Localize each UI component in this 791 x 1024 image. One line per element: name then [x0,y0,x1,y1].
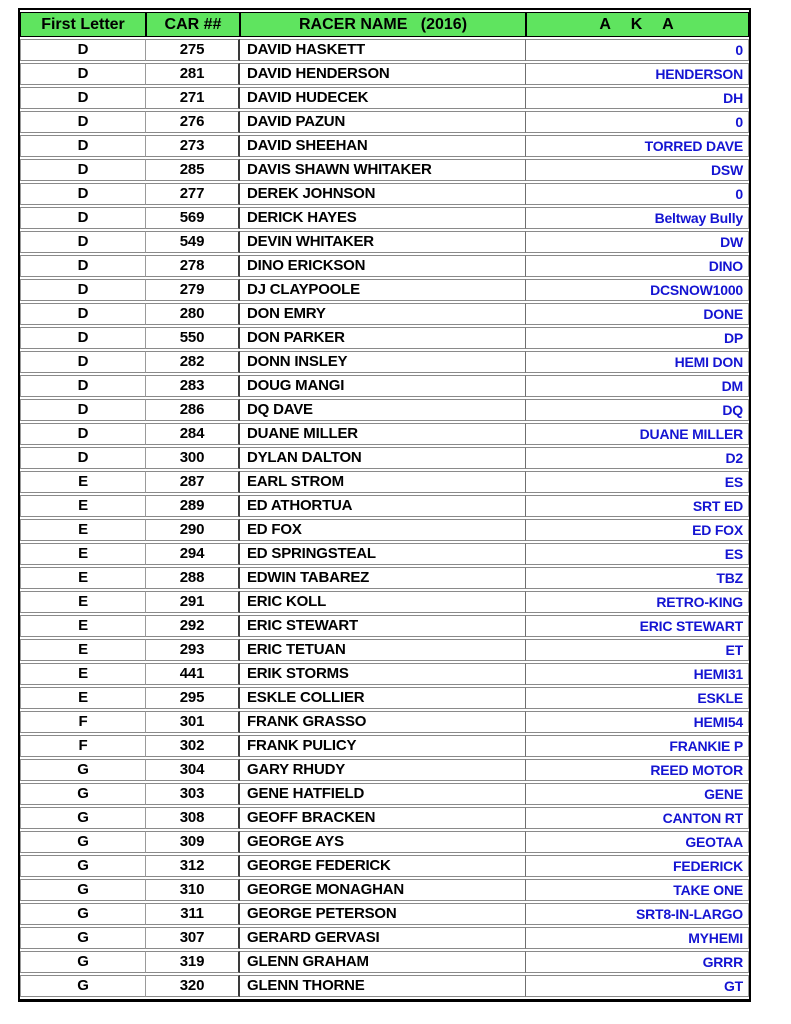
racer-name-cell: ERIK STORMS [240,663,526,685]
table-row [20,543,749,565]
aka-cell: DQ [526,399,749,421]
racer-name-cell: DEVIN WHITAKER [240,231,526,253]
aka-cell: HEMI31 [526,663,749,685]
car-number-cell: 280 [146,303,240,325]
table-row [20,87,749,109]
racer-name-cell: DINO ERICKSON [240,255,526,277]
racer-name-cell: GEORGE PETERSON [240,903,526,925]
car-number-cell: 312 [146,855,240,877]
car-number-cell: 320 [146,975,240,997]
table-row [20,927,749,949]
racer-name-cell: DYLAN DALTON [240,447,526,469]
aka-cell: ES [526,543,749,565]
racer-name-cell: DON PARKER [240,327,526,349]
table-row [20,687,749,709]
first-letter-cell: E [20,543,146,565]
roster-table-header [20,12,749,37]
first-letter-cell: D [20,87,146,109]
first-letter-cell: E [20,615,146,637]
car-number-cell: 281 [146,63,240,85]
table-row [20,663,749,685]
table-row [20,519,749,541]
first-letter-cell: G [20,807,146,829]
racer-name-cell: GARY RHUDY [240,759,526,781]
racer-name-cell: EDWIN TABAREZ [240,567,526,589]
racer-name-cell: GEORGE MONAGHAN [240,879,526,901]
first-letter-cell: D [20,423,146,445]
first-letter-cell: F [20,735,146,757]
aka-cell: HEMI DON [526,351,749,373]
aka-cell: FEDERICK [526,855,749,877]
racer-name-cell: ED FOX [240,519,526,541]
first-letter-cell: G [20,951,146,973]
table-row [20,375,749,397]
racer-name-cell: GERARD GERVASI [240,927,526,949]
aka-cell: DSW [526,159,749,181]
car-number-cell: 277 [146,183,240,205]
first-letter-cell: D [20,327,146,349]
table-row [20,279,749,301]
car-number-cell: 295 [146,687,240,709]
aka-cell: ESKLE [526,687,749,709]
car-number-cell: 303 [146,783,240,805]
first-letter-cell: G [20,903,146,925]
table-row [20,303,749,325]
first-letter-cell: G [20,855,146,877]
header-row [20,12,749,37]
table-row [20,447,749,469]
car-number-cell: 291 [146,591,240,613]
aka-cell: 0 [526,39,749,61]
first-letter-cell: G [20,783,146,805]
table-row [20,135,749,157]
aka-cell: FRANKIE P [526,735,749,757]
first-letter-cell: D [20,231,146,253]
first-letter-cell: E [20,495,146,517]
first-letter-cell: D [20,303,146,325]
first-letter-cell: E [20,591,146,613]
first-letter-cell: D [20,135,146,157]
racer-name-cell: ERIC TETUAN [240,639,526,661]
table-row [20,639,749,661]
first-letter-cell: G [20,927,146,949]
car-number-cell: 441 [146,663,240,685]
car-number-cell: 302 [146,735,240,757]
car-number-cell: 271 [146,87,240,109]
roster-table-body [20,39,749,997]
table-row [20,231,749,253]
racer-name-cell: GEORGE FEDERICK [240,855,526,877]
aka-cell: TORRED DAVE [526,135,749,157]
table-row [20,567,749,589]
table-row [20,159,749,181]
aka-cell: GT [526,975,749,997]
table-row [20,903,749,925]
aka-cell: GEOTAA [526,831,749,853]
racer-name-cell: GLENN THORNE [240,975,526,997]
racer-name-cell: EARL STROM [240,471,526,493]
first-letter-cell: E [20,471,146,493]
racer-name-cell: GENE HATFIELD [240,783,526,805]
first-letter-cell: D [20,279,146,301]
first-letter-cell: E [20,639,146,661]
aka-cell: HENDERSON [526,63,749,85]
aka-cell: D2 [526,447,749,469]
aka-cell: TAKE ONE [526,879,749,901]
aka-cell: DP [526,327,749,349]
first-letter-cell: D [20,39,146,61]
car-number-cell: 283 [146,375,240,397]
racer-name-cell: ERIC KOLL [240,591,526,613]
aka-cell: ES [526,471,749,493]
first-letter-cell: E [20,519,146,541]
first-letter-cell: D [20,447,146,469]
car-number-cell: 279 [146,279,240,301]
aka-cell: GENE [526,783,749,805]
aka-cell: Beltway Bully [526,207,749,229]
first-letter-cell: D [20,399,146,421]
car-number-cell: 304 [146,759,240,781]
racer-name-cell: ED ATHORTUA [240,495,526,517]
car-number-cell: 276 [146,111,240,133]
first-letter-cell: D [20,255,146,277]
racer-name-cell: ED SPRINGSTEAL [240,543,526,565]
aka-cell: DH [526,87,749,109]
car-number-cell: 307 [146,927,240,949]
table-row [20,471,749,493]
aka-cell: GRRR [526,951,749,973]
racer-name-cell: DUANE MILLER [240,423,526,445]
first-letter-cell: D [20,111,146,133]
roster-table-frame [18,8,751,1002]
first-letter-cell: D [20,63,146,85]
racer-name-cell: ERIC STEWART [240,615,526,637]
racer-name-cell: DAVID PAZUN [240,111,526,133]
table-row [20,759,749,781]
car-number-cell: 278 [146,255,240,277]
header-first-letter: First Letter [20,12,146,37]
car-number-cell: 287 [146,471,240,493]
table-row [20,423,749,445]
car-number-cell: 569 [146,207,240,229]
table-row [20,183,749,205]
first-letter-cell: D [20,183,146,205]
aka-cell: ET [526,639,749,661]
car-number-cell: 549 [146,231,240,253]
racer-name-cell: DAVID HASKETT [240,39,526,61]
header-car-number: CAR ## [146,12,240,37]
car-number-cell: 286 [146,399,240,421]
car-number-cell: 273 [146,135,240,157]
aka-cell: 0 [526,111,749,133]
table-row [20,207,749,229]
aka-cell: DINO [526,255,749,277]
car-number-cell: 300 [146,447,240,469]
car-number-cell: 308 [146,807,240,829]
table-row [20,495,749,517]
car-number-cell: 285 [146,159,240,181]
table-row [20,975,749,997]
racer-name-cell: FRANK PULICY [240,735,526,757]
aka-cell: ERIC STEWART [526,615,749,637]
first-letter-cell: D [20,375,146,397]
car-number-cell: 288 [146,567,240,589]
racer-name-cell: DONN INSLEY [240,351,526,373]
car-number-cell: 550 [146,327,240,349]
racer-name-cell: GLENN GRAHAM [240,951,526,973]
racer-name-cell: ESKLE COLLIER [240,687,526,709]
racer-name-cell: DJ CLAYPOOLE [240,279,526,301]
first-letter-cell: E [20,687,146,709]
table-row [20,615,749,637]
aka-cell: SRT ED [526,495,749,517]
aka-cell: RETRO-KING [526,591,749,613]
first-letter-cell: F [20,711,146,733]
racer-name-cell: DAVIS SHAWN WHITAKER [240,159,526,181]
aka-cell: 0 [526,183,749,205]
header-racer-name: RACER NAME (2016) [240,12,526,37]
table-row [20,111,749,133]
first-letter-cell: G [20,879,146,901]
table-row [20,39,749,61]
table-row [20,591,749,613]
car-number-cell: 282 [146,351,240,373]
table-row [20,951,749,973]
aka-cell: CANTON RT [526,807,749,829]
first-letter-cell: G [20,831,146,853]
aka-cell: DCSNOW1000 [526,279,749,301]
table-row [20,63,749,85]
racer-name-cell: DEREK JOHNSON [240,183,526,205]
header-aka: A K A [526,12,749,37]
table-row [20,351,749,373]
table-row [20,855,749,877]
racer-name-cell: DAVID SHEEHAN [240,135,526,157]
car-number-cell: 319 [146,951,240,973]
car-number-cell: 289 [146,495,240,517]
aka-cell: MYHEMI [526,927,749,949]
table-row [20,735,749,757]
car-number-cell: 294 [146,543,240,565]
table-row [20,831,749,853]
first-letter-cell: D [20,159,146,181]
racer-name-cell: GEOFF BRACKEN [240,807,526,829]
racer-name-cell: DAVID HENDERSON [240,63,526,85]
first-letter-cell: E [20,663,146,685]
table-row [20,879,749,901]
racer-name-cell: DON EMRY [240,303,526,325]
table-row [20,255,749,277]
car-number-cell: 310 [146,879,240,901]
racer-name-cell: DERICK HAYES [240,207,526,229]
car-number-cell: 290 [146,519,240,541]
racer-name-cell: DAVID HUDECEK [240,87,526,109]
table-row [20,783,749,805]
aka-cell: TBZ [526,567,749,589]
table-row [20,807,749,829]
car-number-cell: 292 [146,615,240,637]
first-letter-cell: E [20,567,146,589]
car-number-cell: 284 [146,423,240,445]
racer-name-cell: DQ DAVE [240,399,526,421]
aka-cell: DONE [526,303,749,325]
first-letter-cell: D [20,207,146,229]
table-row [20,327,749,349]
car-number-cell: 293 [146,639,240,661]
racer-roster-table [20,10,749,999]
car-number-cell: 275 [146,39,240,61]
aka-cell: ED FOX [526,519,749,541]
aka-cell: REED MOTOR [526,759,749,781]
first-letter-cell: G [20,759,146,781]
aka-cell: SRT8-IN-LARGO [526,903,749,925]
first-letter-cell: D [20,351,146,373]
car-number-cell: 301 [146,711,240,733]
table-row [20,711,749,733]
racer-name-cell: FRANK GRASSO [240,711,526,733]
table-row [20,399,749,421]
car-number-cell: 309 [146,831,240,853]
car-number-cell: 311 [146,903,240,925]
aka-cell: DUANE MILLER [526,423,749,445]
first-letter-cell: G [20,975,146,997]
aka-cell: HEMI54 [526,711,749,733]
aka-cell: DW [526,231,749,253]
racer-name-cell: DOUG MANGI [240,375,526,397]
aka-cell: DM [526,375,749,397]
racer-name-cell: GEORGE AYS [240,831,526,853]
